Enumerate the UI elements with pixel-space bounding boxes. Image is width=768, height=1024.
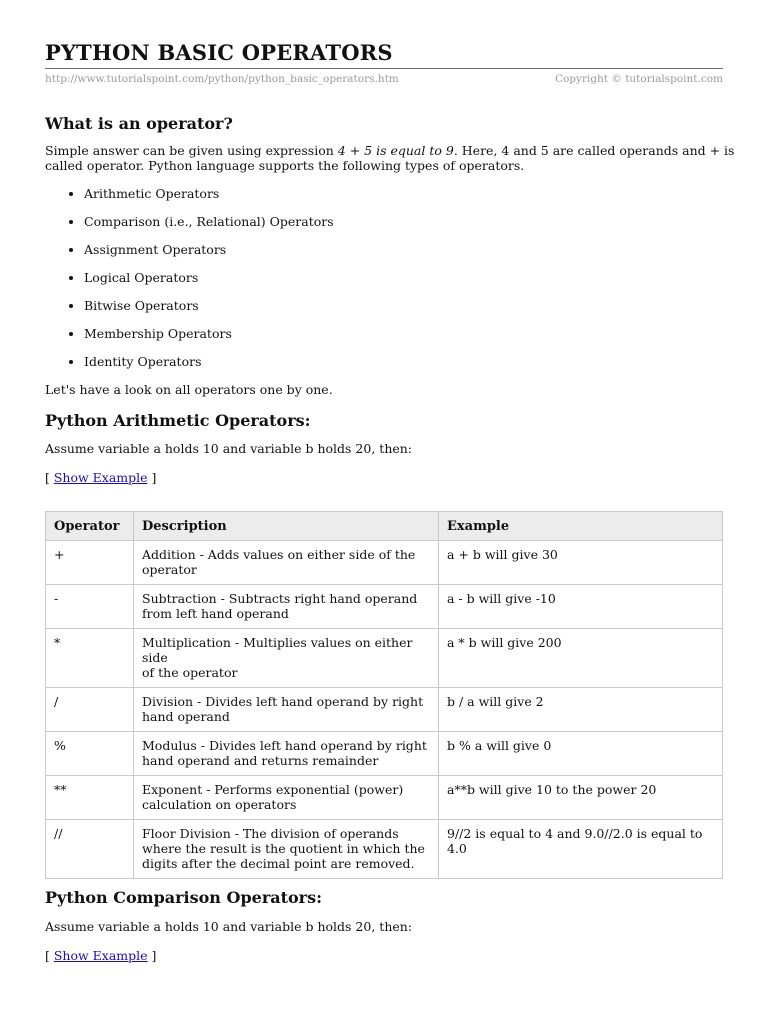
intro-paragraph [45,143,735,173]
cell-line: Exponent - Performs exponential (power) [142,782,404,797]
bullet-icon [69,276,73,280]
show-example-link[interactable]: Show Example [53,470,148,485]
comparison-assumption: Assume variable a holds 10 and variable b holds 20, then: [45,919,413,934]
cell-line: a**b will give 10 to the power 20 [447,782,657,797]
bullet-icon [69,192,73,196]
example-cell [439,629,723,688]
comparison-heading: Python Comparison Operators: [45,888,323,907]
intro-text-end: . Here, 4 and 5 are called operands and + is [453,143,735,158]
intro-expression: 4 + 5 is equal to 9 [337,143,454,158]
cell-line: calculation on operators [142,797,297,812]
table-row [46,732,723,776]
description-cell [134,776,439,820]
operator-cell: - [46,585,134,629]
operator-cell: ** [46,776,134,820]
arithmetic-operators-table [45,511,723,879]
description-cell [134,541,439,585]
example-cell [439,732,723,776]
table-row [46,541,723,585]
example-cell [439,688,723,732]
source-url: http://www.tutorialspoint.com/python/python_basic_operators.htm [45,73,399,85]
cell-line: Modulus - Divides left hand operand by right [142,738,427,753]
table-row [46,776,723,820]
bracket-open: [ [45,948,54,963]
cell-line: Subtraction - Subtracts right hand operand [142,591,418,606]
table-row [46,820,723,879]
list-item-label: Comparison (i.e., Relational) Operators [84,214,334,229]
example-cell [439,820,723,879]
list-item-label: Identity Operators [84,354,202,369]
document-title: PYTHON BASIC OPERATORS [45,40,393,65]
cell-line: hand operand [142,709,230,724]
operator-cell: + [46,541,134,585]
table-header-row [46,512,723,541]
show-example-link[interactable]: Show Example [53,948,148,963]
column-header-operator: Operator [46,512,134,541]
description-cell [134,688,439,732]
example-cell [439,776,723,820]
cell-line: 4.0 [447,841,467,856]
cell-line: Addition - Adds values on either side of the [142,547,416,562]
operator-cell: // [46,820,134,879]
comparison-example-link-line [45,948,735,963]
intro-closing: Let's have a look on all operators one by one. [45,382,333,397]
cell-line: b / a will give 2 [447,694,544,709]
list-item [45,186,334,214]
bracket-open: [ [45,470,54,485]
example-cell [439,585,723,629]
cell-line: a - b will give -10 [447,591,556,606]
list-item-label: Arithmetic Operators [84,186,220,201]
bullet-icon [69,220,73,224]
operator-cell: / [46,688,134,732]
description-cell [134,820,439,879]
list-item-label: Assignment Operators [84,242,227,257]
cell-line: from left hand operand [142,606,289,621]
table-row [46,688,723,732]
cell-line: where the result is the quotient in which the [142,841,425,856]
cell-line: a + b will give 30 [447,547,558,562]
column-header-example: Example [439,512,723,541]
list-item-label: Membership Operators [84,326,232,341]
cell-line: hand operand and returns remainder [142,753,379,768]
bullet-icon [69,360,73,364]
list-item-label: Bitwise Operators [84,298,199,313]
arithmetic-assumption: Assume variable a holds 10 and variable b holds 20, then: [45,441,413,456]
bullet-icon [69,332,73,336]
cell-line: Multiplication - Multiplies values on either side [142,635,413,665]
cell-line: Floor Division - The division of operands [142,826,399,841]
table-row [46,629,723,688]
cell-line: a * b will give 200 [447,635,562,650]
table-row [46,585,723,629]
bracket-close: ] [147,948,157,963]
list-item [45,354,334,382]
arithmetic-heading: Python Arithmetic Operators: [45,411,311,430]
operator-cell: * [46,629,134,688]
intro-text-start: Simple answer can be given using expression [45,143,338,158]
bracket-close: ] [147,470,157,485]
description-cell [134,732,439,776]
list-item [45,214,334,242]
cell-line: b % a will give 0 [447,738,552,753]
list-item-label: Logical Operators [84,270,199,285]
bullet-icon [69,304,73,308]
operator-types-list [45,186,334,382]
example-cell [439,541,723,585]
column-header-description: Description [134,512,439,541]
cell-line: digits after the decimal point are removed. [142,856,415,871]
list-item [45,270,334,298]
intro-heading: What is an operator? [45,114,233,133]
description-cell [134,629,439,688]
copyright-notice: Copyright © tutorialspoint.com [554,73,723,85]
arithmetic-example-link-line [45,470,735,485]
list-item [45,298,334,326]
cell-line: of the operator [142,665,238,680]
list-item [45,242,334,270]
cell-line: Division - Divides left hand operand by right [142,694,424,709]
operator-cell: % [46,732,134,776]
list-item [45,326,334,354]
cell-line: 9//2 is equal to 4 and 9.0//2.0 is equal to [447,826,703,841]
cell-line: operator [142,562,197,577]
description-cell [134,585,439,629]
bullet-icon [69,248,73,252]
intro-text-line2: called operator. Python language supports the following types of operators. [45,158,525,173]
header-divider [45,68,723,69]
